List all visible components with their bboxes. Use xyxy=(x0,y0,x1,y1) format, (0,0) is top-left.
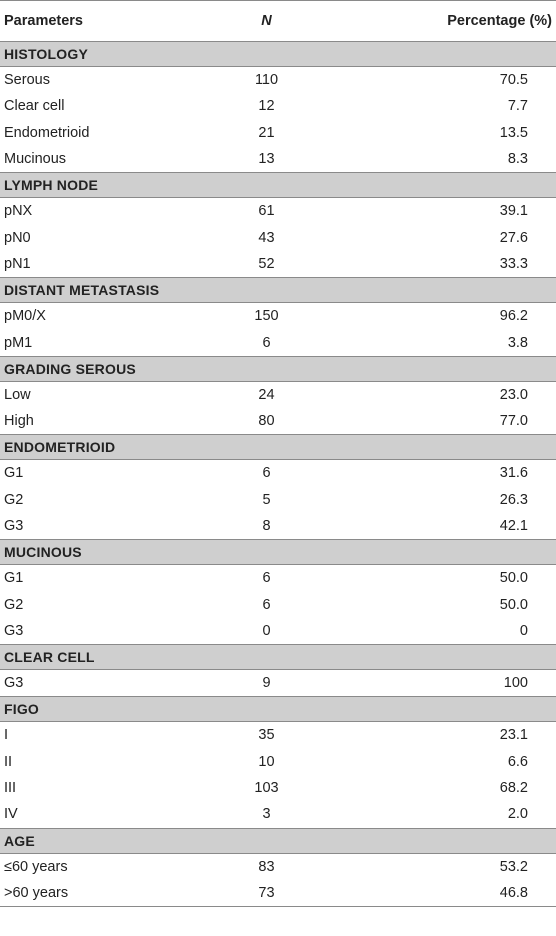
row-label: G3 xyxy=(4,622,24,639)
table-row xyxy=(0,880,556,907)
row-n: 43 xyxy=(258,229,275,246)
row-label: Mucinous xyxy=(4,151,67,168)
table-row xyxy=(0,670,556,697)
table-row xyxy=(0,565,556,592)
section-title: MUCINOUS xyxy=(0,540,556,565)
row-percentage: 50.0 xyxy=(499,570,528,587)
row-n: 6 xyxy=(262,334,271,351)
row-percentage: 23.1 xyxy=(499,727,528,744)
row-percentage: 0 xyxy=(519,622,528,639)
row-percentage: 3.8 xyxy=(507,334,528,351)
row-percentage: 68.2 xyxy=(499,780,528,797)
table-row xyxy=(0,146,556,173)
section-row xyxy=(0,356,556,381)
header-n: N xyxy=(200,1,333,42)
row-n: 110 xyxy=(254,72,279,89)
row-percentage: 7.7 xyxy=(507,98,528,115)
row-n: 5 xyxy=(262,491,271,508)
row-label: II xyxy=(4,753,13,770)
row-percentage: 50.0 xyxy=(499,596,528,613)
table-row xyxy=(0,303,556,330)
row-percentage: 42.1 xyxy=(499,518,528,534)
section-title: AGE xyxy=(0,828,556,853)
table-row xyxy=(0,224,556,250)
section-row xyxy=(0,540,556,565)
row-percentage: 26.3 xyxy=(499,491,528,508)
section-title: GRADING SEROUS xyxy=(0,356,556,381)
row-label: pN1 xyxy=(4,255,31,272)
header-percentage: Percentage (%) xyxy=(333,1,556,42)
row-label: G2 xyxy=(4,596,24,613)
section-title: DISTANT METASTASIS xyxy=(0,278,556,303)
row-n: 6 xyxy=(262,596,271,613)
section-title: FIGO xyxy=(0,697,556,722)
row-percentage: 100 xyxy=(503,675,528,692)
row-n: 6 xyxy=(262,570,271,587)
row-percentage: 27.6 xyxy=(499,229,528,246)
table-row xyxy=(0,487,556,513)
section-title: LYMPH NODE xyxy=(0,173,556,198)
row-n: 80 xyxy=(258,413,275,430)
section-row xyxy=(0,173,556,198)
table-row xyxy=(0,513,556,540)
row-percentage: 2.0 xyxy=(507,806,528,823)
row-n: 52 xyxy=(258,255,275,272)
row-label: IV xyxy=(4,806,18,823)
row-label: I xyxy=(4,727,9,744)
row-percentage: 70.5 xyxy=(499,72,528,89)
row-label: ≤60 years xyxy=(4,858,68,875)
table-row xyxy=(0,775,556,801)
row-label: Clear cell xyxy=(4,98,65,115)
row-label: High xyxy=(4,413,34,430)
table-row xyxy=(0,591,556,617)
section-row xyxy=(0,278,556,303)
section-row xyxy=(0,697,556,722)
table-header xyxy=(0,1,556,42)
row-n: 21 xyxy=(258,124,275,141)
row-percentage: 77.0 xyxy=(499,413,528,430)
row-label: Endometrioid xyxy=(4,124,90,141)
row-n: 61 xyxy=(258,203,275,220)
table-row xyxy=(0,618,556,645)
section-title: ENDOMETRIOID xyxy=(0,435,556,460)
row-label: G3 xyxy=(4,518,24,534)
row-percentage: 33.3 xyxy=(499,255,528,272)
row-n: 6 xyxy=(262,465,271,482)
row-percentage: 6.6 xyxy=(507,753,528,770)
section-row xyxy=(0,435,556,460)
table-row xyxy=(0,460,556,487)
row-label: G1 xyxy=(4,570,24,587)
row-percentage: 13.5 xyxy=(499,124,528,141)
row-label: G3 xyxy=(4,675,24,692)
table-row xyxy=(0,722,556,749)
row-percentage: 39.1 xyxy=(499,203,528,220)
row-label: G1 xyxy=(4,465,24,482)
row-n: 8 xyxy=(262,518,271,534)
row-n: 103 xyxy=(254,780,279,797)
row-label: pN0 xyxy=(4,229,31,246)
row-percentage: 8.3 xyxy=(507,151,528,168)
row-n: 9 xyxy=(262,675,271,692)
row-label: pM1 xyxy=(4,334,33,351)
row-percentage: 96.2 xyxy=(499,308,528,325)
row-percentage: 31.6 xyxy=(499,465,528,482)
table-row xyxy=(0,853,556,880)
table-row xyxy=(0,198,556,225)
section-row xyxy=(0,828,556,853)
row-label: G2 xyxy=(4,491,24,508)
row-n: 35 xyxy=(258,727,275,744)
row-percentage: 23.0 xyxy=(499,386,528,403)
row-n: 13 xyxy=(258,151,275,168)
table-row xyxy=(0,93,556,119)
table-row xyxy=(0,251,556,278)
row-n: 12 xyxy=(258,98,275,115)
row-n: 0 xyxy=(262,622,271,639)
row-n: 24 xyxy=(258,386,275,403)
row-percentage: 53.2 xyxy=(499,858,528,875)
row-percentage: 46.8 xyxy=(333,880,556,907)
row-label: pNX xyxy=(4,203,33,220)
table-row xyxy=(0,329,556,356)
table-row xyxy=(0,120,556,146)
table-row xyxy=(0,749,556,775)
row-n: 10 xyxy=(258,753,275,770)
row-label: >60 years xyxy=(0,880,200,907)
row-label: pM0/X xyxy=(4,308,46,325)
row-label: III xyxy=(4,780,17,797)
row-n: 150 xyxy=(254,308,279,325)
row-n: 3 xyxy=(262,806,271,823)
section-row xyxy=(0,645,556,670)
section-title: CLEAR CELL xyxy=(0,645,556,670)
header-row xyxy=(0,1,556,42)
section-title: HISTOLOGY xyxy=(0,42,556,67)
row-label: Serous xyxy=(4,72,50,89)
table-row xyxy=(0,408,556,435)
section-row xyxy=(0,42,556,67)
row-n: 83 xyxy=(258,858,275,875)
row-n: 73 xyxy=(200,880,333,907)
table-row xyxy=(0,801,556,828)
header-parameters: Parameters xyxy=(0,1,200,42)
row-label: Low xyxy=(4,386,31,403)
table-row xyxy=(0,67,556,94)
table-body xyxy=(0,42,556,907)
table-row xyxy=(0,381,556,408)
